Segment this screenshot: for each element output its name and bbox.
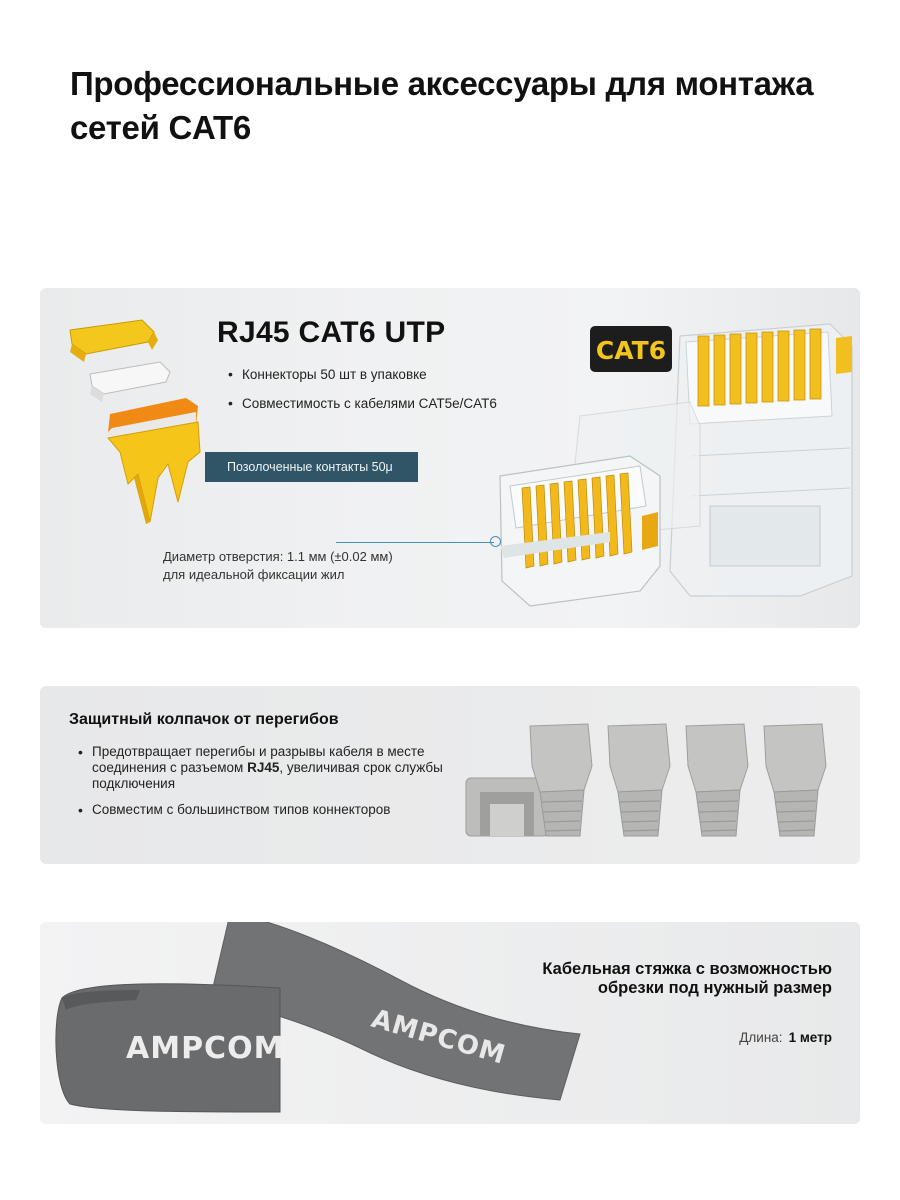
boot-feature-protect: [76, 744, 466, 792]
boot-card: [40, 686, 860, 864]
strap-brand-lower: AMPCOM: [126, 1031, 285, 1066]
boot-feature-list: [76, 744, 466, 828]
cat6-badge-text: CAT6: [595, 336, 667, 365]
page-title: Профессиональные аксессуары для монтажа сетей CAT6: [70, 65, 814, 146]
cat6-badge: [590, 326, 672, 372]
diameter-note-line1: Диаметр отверстия: 1.1 мм (±0.02 мм): [163, 549, 393, 564]
diameter-leader-line: [336, 542, 494, 543]
boot-feature-compat: • Совместим с большинством типов коннекторов: [76, 802, 466, 818]
boot-feature-protect-tail: , увеличивая срок службы подключения: [92, 760, 443, 791]
strap-roll: [56, 984, 285, 1112]
boot-side-2: [608, 724, 670, 836]
diameter-leader-dot: [490, 536, 501, 547]
rj45-feature-pack: • Коннекторы 50 шт в упаковке: [226, 366, 497, 383]
gold-clip-top: [70, 320, 158, 362]
boot-side-3: [686, 724, 748, 836]
gold-contacts-banner: Позолоченные контакты 50μ: [205, 452, 418, 482]
strap-length: [739, 1030, 832, 1045]
small-connector: [500, 456, 660, 606]
diameter-note-line2: для идеальной фиксации жил: [163, 567, 345, 582]
boot-title: Защитный колпачок от перегибов: [69, 711, 339, 728]
rj45-card: [40, 288, 860, 628]
strap-brand-upper: AMPCOM: [368, 1003, 510, 1071]
boot-illustration: [460, 708, 850, 858]
boot-feature-protect-bold: RJ45: [247, 760, 280, 775]
diameter-note: [163, 548, 393, 584]
strap-length-value: 1 метр: [788, 1030, 832, 1045]
rj45-feature-list: [226, 366, 497, 424]
strap-title: Кабельная стяжка с возможностью обрезки под нужный размер: [542, 960, 832, 997]
velcro-strap-illustration: [40, 922, 600, 1124]
boot-feature-protect-text: Предотвращает перегибы и разрывы кабеля в месте соединения с разъемом: [92, 744, 425, 775]
gold-contact-illustration: [50, 302, 220, 542]
strap-length-label: Длина:: [739, 1030, 783, 1045]
white-clip-middle: [90, 362, 170, 402]
gold-contact-blade: [108, 398, 200, 524]
rj45-feature-compat: • Совместимость с кабелями CAT5e/CAT6: [226, 395, 497, 412]
rj45-connector-illustration: [460, 306, 860, 626]
rj45-title: RJ45 CAT6 UTP: [217, 316, 446, 349]
boot-front-view: [466, 778, 548, 836]
boot-side-4: [764, 724, 826, 836]
strap-card: [40, 922, 860, 1124]
